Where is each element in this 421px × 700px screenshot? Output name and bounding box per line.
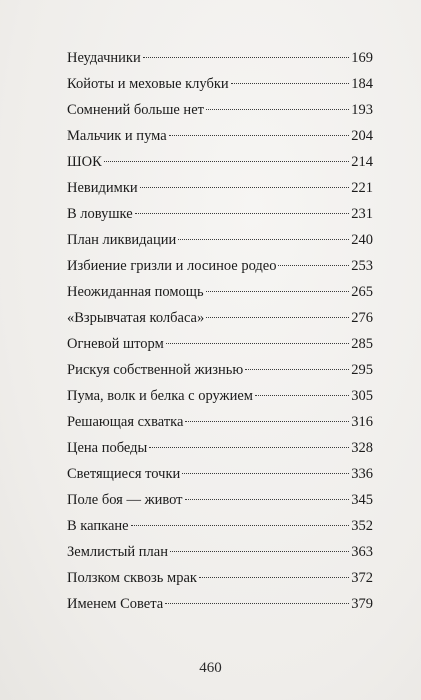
toc-entry-page: 336: [351, 466, 373, 482]
toc-entry: [67, 539, 373, 565]
dot-leader: [182, 473, 349, 474]
toc-entry-page: 305: [351, 388, 373, 404]
toc-entry-title: Светящиеся точки: [67, 466, 181, 482]
toc-entry: [67, 435, 373, 461]
toc-entry-page: 204: [351, 128, 373, 144]
toc-entry-page: 169: [351, 50, 373, 66]
toc-entry-page: 231: [351, 206, 373, 222]
toc-entry: [67, 253, 373, 279]
toc-entry-title: Рискуя собственной жизнью: [67, 362, 244, 378]
toc-entry-title: Невидимки: [67, 180, 138, 196]
toc-entry: [67, 383, 373, 409]
toc-entry: [67, 227, 373, 253]
toc-entry: [67, 201, 373, 227]
toc-entry: [67, 591, 373, 617]
toc-entry-title: Мальчик и пума: [67, 128, 167, 144]
toc-entry-title: План ликвидации: [67, 232, 177, 248]
toc-entry: [67, 175, 373, 201]
toc-entry: [67, 409, 373, 435]
toc-entry-title: Решающая схватка: [67, 414, 184, 430]
toc-entry-title: «Взрывчатая колбаса»: [67, 310, 205, 326]
dot-leader: [206, 291, 349, 292]
toc-entry-page: 240: [351, 232, 373, 248]
toc-entry: [67, 279, 373, 305]
toc-entry-title: Неудачники: [67, 50, 141, 66]
toc-entry-page: 214: [351, 154, 373, 170]
dot-leader: [166, 343, 349, 344]
toc-entry-title: Землистый план: [67, 544, 168, 560]
toc-entry: [67, 45, 373, 71]
toc-entry: [67, 123, 373, 149]
toc-entry-title: Огневой шторм: [67, 336, 164, 352]
toc-entry-title: Пума, волк и белка с оружием: [67, 388, 253, 404]
toc-entry: [67, 461, 373, 487]
dot-leader: [206, 317, 349, 318]
toc-entry: [67, 305, 373, 331]
toc-entry: [67, 357, 373, 383]
dot-leader: [185, 499, 349, 500]
toc-entry: [67, 97, 373, 123]
toc-entry-page: 253: [351, 258, 373, 274]
toc-entry-title: В капкане: [67, 518, 129, 534]
toc-entry-page: 295: [351, 362, 373, 378]
toc-entry-page: 372: [351, 570, 373, 586]
toc-entry-page: 352: [351, 518, 373, 534]
dot-leader: [278, 265, 349, 266]
dot-leader: [143, 57, 349, 58]
toc-entry-page: 345: [351, 492, 373, 508]
dot-leader: [140, 187, 349, 188]
toc-entry-title: Сомнений больше нет: [67, 102, 204, 118]
dot-leader: [149, 447, 349, 448]
toc-entry: [67, 149, 373, 175]
toc-entry-page: 265: [351, 284, 373, 300]
toc-entry-title: В ловушке: [67, 206, 133, 222]
dot-leader: [104, 161, 349, 162]
toc-entry: [67, 565, 373, 591]
toc-entry-page: 316: [351, 414, 373, 430]
dot-leader: [245, 369, 349, 370]
toc-entry-page: 193: [351, 102, 373, 118]
toc-entry-page: 221: [351, 180, 373, 196]
toc-entry-title: ШОК: [67, 154, 102, 170]
page-number: 460: [199, 660, 222, 676]
toc-entry-title: Поле боя — живот: [67, 492, 183, 508]
dot-leader: [165, 603, 349, 604]
dot-leader: [206, 109, 349, 110]
toc-entry-title: Неожиданная помощь: [67, 284, 204, 300]
toc-entry-page: 285: [351, 336, 373, 352]
dot-leader: [255, 395, 349, 396]
dot-leader: [135, 213, 349, 214]
toc-entry: [67, 513, 373, 539]
dot-leader: [169, 135, 349, 136]
dot-leader: [131, 525, 349, 526]
toc-entry: [67, 331, 373, 357]
toc-entry: [67, 71, 373, 97]
toc-entry-page: 328: [351, 440, 373, 456]
toc-entry-title: Именем Совета: [67, 596, 164, 612]
dot-leader: [185, 421, 349, 422]
toc-entry-page: 184: [351, 76, 373, 92]
table-of-contents: [67, 45, 373, 617]
toc-entry: [67, 487, 373, 513]
dot-leader: [199, 577, 349, 578]
toc-entry-title: Койоты и меховые клубки: [67, 76, 229, 92]
dot-leader: [178, 239, 349, 240]
toc-entry-page: 276: [351, 310, 373, 326]
toc-entry-page: 363: [351, 544, 373, 560]
dot-leader: [170, 551, 349, 552]
toc-entry-title: Цена победы: [67, 440, 148, 456]
toc-entry-page: 379: [351, 596, 373, 612]
toc-entry-title: Избиение гризли и лосиное родео: [67, 258, 277, 274]
toc-entry-title: Ползком сквозь мрак: [67, 570, 197, 586]
dot-leader: [231, 83, 349, 84]
